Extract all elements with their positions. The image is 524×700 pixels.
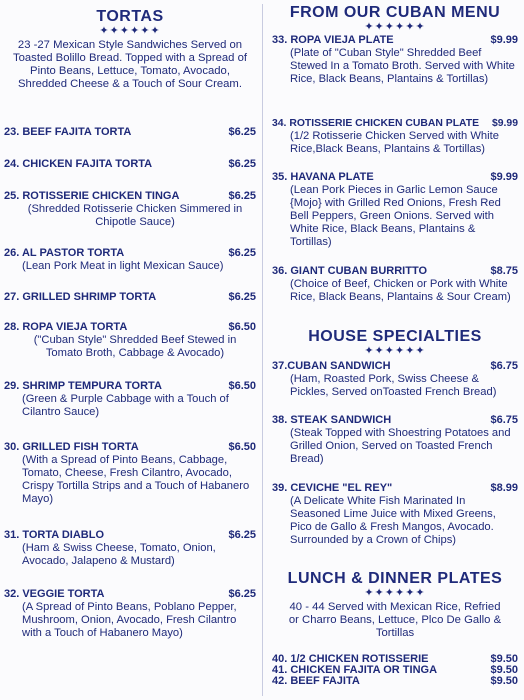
item-name: 24. CHICKEN FAJITA TORTA	[4, 158, 153, 170]
item-name: 42. BEEF FAJITA	[272, 675, 360, 687]
tortas-intro: 23 -27 Mexican Style Sandwiches Served on Toasted Bolillo Bread. Topped with a Spread of Pinto Beans, Lettuce, Tomato, Avocado, Shredded Cheese & a Touch of Sour Cream.	[12, 39, 248, 90]
item-name: 33. ROPA VIEJA PLATE	[272, 34, 394, 46]
item-price: $6.25	[228, 291, 256, 303]
item-price: $6.25	[228, 588, 256, 600]
menu-item-32	[4, 588, 256, 640]
item-price: $6.75	[490, 414, 518, 426]
item-description: (1/2 Rotisserie Chicken Served with White Rice,Black Beans, Plantains & Tortillas)	[290, 130, 499, 155]
menu-item-28	[4, 321, 256, 360]
house-heading: HOUSE SPECIALTIES	[308, 328, 482, 345]
item-name: 31. TORTA DIABLO	[4, 529, 105, 541]
menu-item-25	[4, 190, 256, 229]
item-price: $6.50	[228, 380, 256, 392]
menu-item-38	[272, 414, 518, 466]
item-price: $6.25	[228, 158, 256, 170]
menu-item-37	[272, 360, 518, 399]
menu-item-34	[272, 117, 518, 156]
menu-item-31	[4, 529, 256, 568]
item-price: $9.50	[490, 675, 518, 687]
item-price: $9.99	[490, 171, 518, 183]
menu-item-29	[4, 380, 256, 419]
item-description: (With a Spread of Pinto Beans, Cabbage, Tomato, Cheese, Fresh Cilantro, Avocado, Crispy Tortilla Strips and a Touch of Habanero Mayo)	[22, 454, 250, 505]
item-description: (Steak Topped with Shoestring Potatoes and Grilled Onion, Served on Toasted French Bread)	[290, 427, 511, 465]
item-name: 36. GIANT CUBAN BURRITTO	[272, 265, 428, 277]
menu-item-33	[272, 34, 518, 86]
item-description: (Ham & Swiss Cheese, Tomato, Onion, Avocado, Jalapeno & Mustard)	[22, 542, 216, 567]
house-section-header	[272, 328, 518, 359]
cuban-heading: FROM OUR CUBAN MENU	[289, 4, 501, 21]
item-description: (Lean Pork Pieces in Garlic Lemon Sauce {Mojo} with Grilled Red Onions, Fresh Red Bell Peppers, Green Onions. Served with White Rice, Black Beans, Plantains & Tortillas)	[290, 184, 501, 248]
item-name: 28. ROPA VIEJA TORTA	[4, 321, 128, 333]
item-price: $8.99	[490, 482, 518, 494]
item-description: (Ham, Roasted Pork, Swiss Cheese & Pickles, Served onToasted French Bread)	[290, 373, 497, 398]
item-description: (Plate of "Cuban Style" Shredded Beef Stewed In a Tomato Broth. Served with White Rice, Black Beans, Plantains & Tortillas)	[290, 47, 515, 85]
item-name: 41. CHICKEN FAJITA OR TINGA	[272, 664, 438, 676]
item-description: (Green & Purple Cabbage with a Touch of Cilantro Sauce)	[22, 393, 229, 418]
tortas-stars-ornament: ✦✦✦✦✦✦	[99, 25, 161, 37]
lunch-stars-ornament: ✦✦✦✦✦✦	[364, 587, 426, 599]
item-price: $6.75	[490, 360, 518, 372]
menu-item-26	[4, 247, 256, 273]
item-price: $8.75	[490, 265, 518, 277]
house-stars-ornament: ✦✦✦✦✦✦	[364, 345, 426, 357]
menu-item-36	[272, 265, 518, 304]
tortas-heading: TORTAS	[96, 8, 164, 25]
item-name: 32. VEGGIE TORTA	[4, 588, 105, 600]
item-name: 34. ROTISSERIE CHICKEN CUBAN PLATE	[272, 118, 480, 129]
lunch-intro: 40 - 44 Served with Mexican Rice, Refried or Charro Beans, Lettuce, Plco De Gallo & Tortillas	[288, 601, 502, 639]
item-name: 27. GRILLED SHRIMP TORTA	[4, 291, 157, 303]
item-price: $6.25	[228, 247, 256, 259]
menu-item-39	[272, 482, 518, 547]
item-price: $9.99	[491, 118, 518, 129]
menu-item-23	[4, 126, 256, 139]
item-price: $6.25	[228, 529, 256, 541]
item-price: $6.50	[228, 441, 256, 453]
item-name: 38. STEAK SANDWICH	[272, 414, 392, 426]
cuban-stars-ornament: ✦✦✦✦✦✦	[364, 21, 426, 33]
item-price: $9.99	[490, 34, 518, 46]
item-name: 35. HAVANA PLATE	[272, 171, 374, 183]
cuban-section-header	[272, 4, 518, 35]
item-name: 29. SHRIMP TEMPURA TORTA	[4, 380, 162, 392]
item-price: $6.25	[228, 126, 256, 138]
item-price: $6.50	[228, 321, 256, 333]
item-price: $9.50	[490, 664, 518, 676]
item-description: (Lean Pork Meat in light Mexican Sauce)	[22, 260, 224, 272]
item-name: 25. ROTISSERIE CHICKEN TINGA	[4, 190, 180, 202]
item-description: (A Spread of Pinto Beans, Poblano Pepper, Mushroom, Onion, Avocado, Fresh Cilantro with a Touch of Habanero Mayo)	[22, 601, 237, 639]
item-description: (A Delicate White Fish Marinated In Seasoned Lime Juice with Mixed Greens, Pico de Gallo & Fresh Mangos, Avocado. Surrounded by a Crown of Chips)	[290, 495, 496, 546]
item-name: 39. CEVICHE "EL REY"	[272, 482, 393, 494]
lunch-section-header	[272, 570, 518, 640]
item-price: $9.50	[490, 653, 518, 665]
item-description: (Shredded Rotisserie Chicken Simmered in Chipotle Sauce)	[27, 203, 243, 228]
lunch-heading: LUNCH & DINNER PLATES	[287, 570, 503, 587]
menu-item-27	[4, 291, 256, 304]
menu-item-42	[272, 676, 518, 687]
menu-item-30	[4, 441, 256, 506]
item-name: 37.CUBAN SANDWICH	[272, 360, 391, 372]
column-divider	[262, 4, 263, 696]
item-description: (Choice of Beef, Chicken or Pork with White Rice, Black Beans, Plantains & Sour Cream)	[290, 278, 511, 303]
item-price: $6.25	[228, 190, 256, 202]
item-description: ("Cuban Style" Shredded Beef Stewed in Tomato Broth, Cabbage & Avocado)	[33, 334, 237, 359]
item-name: 23. BEEF FAJITA TORTA	[4, 126, 132, 138]
menu-item-35	[272, 171, 518, 249]
item-name: 26. AL PASTOR TORTA	[4, 247, 125, 259]
menu-item-24	[4, 158, 256, 171]
item-name: 30. GRILLED FISH TORTA	[4, 441, 139, 453]
lunch-items	[272, 654, 518, 687]
item-name: 40. 1/2 CHICKEN ROTISSERIE	[272, 653, 429, 665]
